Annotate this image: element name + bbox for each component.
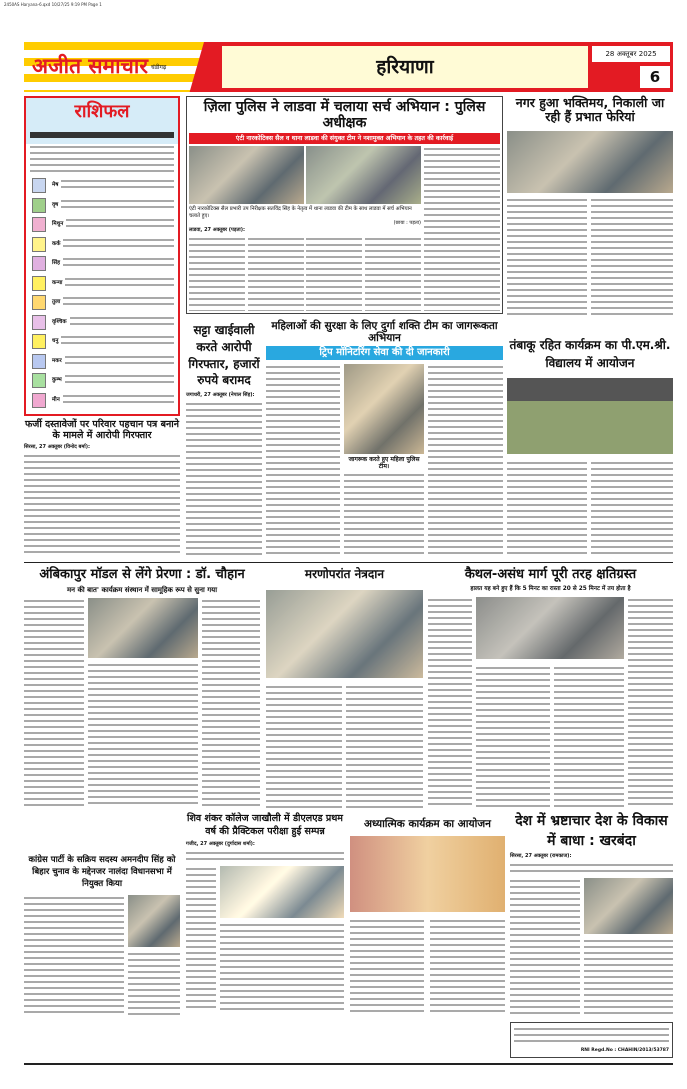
zodiac-icon: [32, 373, 46, 388]
zodiac-icon: [32, 178, 46, 193]
zodiac-icon: [32, 198, 46, 213]
zodiac-name: मिथुन: [52, 221, 64, 227]
zodiac-icon: [32, 217, 46, 232]
corruption-story: [510, 812, 673, 1016]
subhead: एंटी नारकोटिक्स सैल व थाना लाडवा की संयुक्त टीम ने नशामुक्त अभियान के तहत की कार्रवाई: [189, 133, 500, 144]
masthead-logo: अजीत समाचार: [32, 54, 148, 79]
rashifal-box: [24, 96, 180, 416]
kaithal-story: [428, 568, 673, 808]
photo: [220, 866, 344, 918]
zodiac-text: [52, 354, 174, 368]
headline: अध्यात्मिक कार्यक्रम का आयोजन: [364, 818, 491, 830]
section-title: हरियाणा: [222, 46, 588, 88]
photo: [350, 836, 505, 912]
photo: [88, 598, 198, 658]
zodiac-icon: [32, 276, 46, 291]
headline: ज़िला पुलिस ने लाडवा में चलाया सर्च अभियान : पुलिस अधीक्षक: [203, 99, 486, 132]
headline: अंबिकापुर मॉडल से लेंगे प्रेरणा : डॉ. चौहान: [39, 567, 245, 582]
zodiac-text: [52, 373, 174, 387]
zodiac-name: धनु: [52, 338, 59, 344]
photo-credit: (छाया : पड़ता): [393, 220, 421, 227]
zodiac-name: कन्या: [52, 279, 63, 286]
zodiac-text: [52, 276, 174, 290]
zodiac-text: [52, 393, 174, 407]
photo: [306, 146, 421, 204]
headline: महिलाओं की सुरक्षा के लिए दुर्गा शक्ति टीम का जागरूकता अभियान: [271, 320, 498, 345]
zodiac-name: मीन: [52, 396, 60, 403]
headline: नगर हुआ भक्तिमय, निकाली जा रही हैं प्रभात फेरियां: [515, 95, 665, 125]
zodiac-name: तुला: [52, 299, 61, 305]
rashifal-title: राशिफल: [74, 101, 130, 122]
zodiac-text: [52, 315, 174, 329]
zodiac-text: [52, 295, 174, 309]
subhead: हालत यह बने हुए हैं कि 5 मिनट का रास्ता 20 से 25 मिनट में तय होता है: [470, 585, 631, 592]
zodiac-text: [52, 198, 174, 212]
prabhat-story: [507, 96, 673, 316]
lead-story: [186, 96, 503, 314]
zodiac-text: [52, 217, 174, 231]
zodiac-text: [52, 178, 174, 192]
zodiac-icon: [32, 334, 46, 349]
subhead: ट्रिप मॉनिटरिंग सेवा की दी जानकारी: [266, 346, 503, 360]
masthead-city: चंडीगढ़: [150, 64, 167, 71]
photo: [584, 878, 673, 934]
congress-story: [24, 855, 180, 1015]
dateline: लाडवा, 27 अक्तूबर (पड़ता):: [189, 227, 245, 234]
zodiac-text: [52, 256, 174, 270]
tobacco-story: [507, 336, 673, 556]
zodiac-name: वृश्चिक: [52, 318, 67, 325]
photo-caption: जागरूक करते हुए महिला पुलिस टीम।: [348, 456, 420, 471]
photo-caption: एंटी नारकोटिक्स सैल प्रभारी उप निरीक्षक सतविंद्र सिंह के नेतृत्व में थाना लाडवा की टीम के साथ लाडवा में सर्च अभियान चलाते हुए।: [189, 206, 412, 220]
issue-date: 28 अक्तूबर 2025: [592, 46, 670, 62]
zodiac-name: मकर: [52, 357, 62, 364]
photo: [189, 146, 304, 204]
page-number: 6: [640, 66, 670, 88]
photo: [344, 364, 424, 454]
headline: फर्जी दस्तावेजों पर परिवार पहचान पत्र बनाने के मामले में आरोपी गिरफ्तार: [24, 419, 179, 441]
zodiac-name: कर्क: [52, 240, 61, 247]
dateline: सिरसा, 27 अक्तूबर (विनोद बर्मा):: [24, 443, 90, 450]
rni-number: RNI Regd.No : CHAHIN/2013/53787: [580, 1048, 669, 1053]
zodiac-name: मेष: [52, 182, 59, 188]
spiritual-story: [350, 812, 505, 1012]
college-story: [186, 812, 344, 1012]
headline: देश में भ्रष्टाचार देश के विकास में बाधा : खरबंदा: [515, 813, 668, 849]
zodiac-icon: [32, 393, 46, 408]
print-info: 2450AS Haryana-6.qxd 10/27/25 9:19 PM Page 1: [4, 2, 102, 7]
satta-story: [186, 322, 262, 556]
dateline: गजीद, 27 अक्तूबर (दुर्गादास शर्मा):: [186, 840, 255, 847]
zodiac-text: [52, 334, 174, 348]
netradan-story: [266, 568, 423, 808]
headline: मरणोपरांत नेत्रदान: [304, 567, 385, 581]
zodiac-icon: [32, 295, 46, 310]
zodiac-name: वृष: [52, 201, 59, 208]
zodiac-name: सिंह: [52, 260, 61, 266]
zodiac-name: कुम्भ: [52, 377, 62, 383]
ambikapur-story: [24, 568, 260, 808]
headline: शिव शंकर कॉलेज जाखौली में डीएलएड प्रथम वर्ष की प्रैक्टिकल परीक्षा हुई सम्पन्न: [187, 813, 343, 838]
photo: [128, 895, 180, 947]
masthead: [24, 42, 673, 92]
headline: सट्टा खाईवाली करते आरोपी गिरफ्तार, हजारों रुपये बरामद: [188, 323, 260, 388]
headline: तंबाकू रहित कार्यक्रम का पी.एम.श्री. विद्यालय में आयोजन: [509, 338, 671, 370]
forgery-story: [24, 420, 180, 556]
zodiac-icon: [32, 237, 46, 252]
zodiac-icon: [32, 256, 46, 271]
zodiac-text: [52, 237, 174, 251]
zodiac-icon: [32, 315, 46, 330]
dateline: सिरसा, 27 अक्तूबर (रामकाज):: [510, 853, 572, 860]
photo: [507, 378, 673, 454]
imprint-box: [510, 1022, 673, 1058]
zodiac-icon: [32, 354, 46, 369]
headline: कांग्रेस पार्टी के सक्रिय सदस्य अमनदीप सिंह को बिहार चुनाव के मद्देनजर नालंदा विधानसभा में नियुक्त किया: [28, 855, 176, 889]
subhead: मन की बात' कार्यक्रम संस्थान में सामूहिक रूप से सुना गया: [66, 585, 218, 594]
photo: [476, 597, 624, 659]
photo: [266, 590, 423, 678]
photo: [507, 131, 673, 193]
headline: कैथल-असंध मार्ग पूरी तरह क्षतिग्रस्त: [464, 567, 637, 582]
dateline: जगाधरी, 27 अक्तूबर (नेपाल सिंह):: [186, 392, 255, 399]
durga-story: [266, 320, 503, 556]
